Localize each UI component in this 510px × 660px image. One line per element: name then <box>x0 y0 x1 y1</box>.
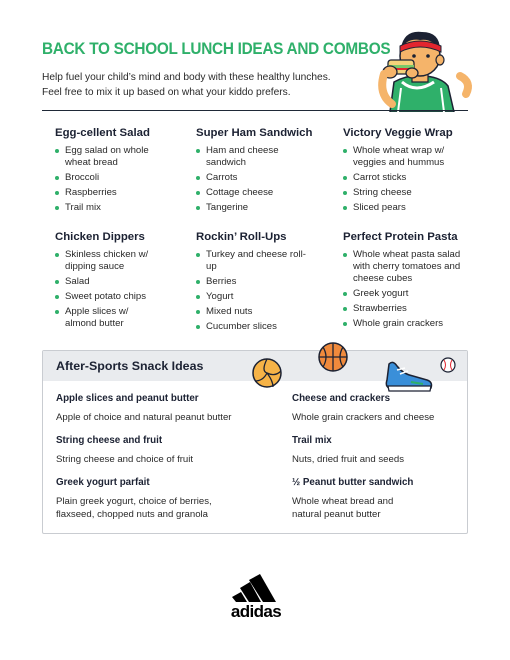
snack-idea <box>56 477 246 521</box>
lunch-item: Tangerine <box>196 202 338 214</box>
lunch-item: Sweet potato chips <box>55 291 197 303</box>
lunch-item: Greek yogurt <box>343 288 485 300</box>
lunch-item: Yogurt <box>196 291 338 303</box>
baseball-icon <box>440 357 456 373</box>
lunch-item: Whole grain crackers <box>343 318 485 330</box>
lunch-item: Salad <box>55 276 197 288</box>
lunch-item: Sliced pears <box>343 202 485 214</box>
snack-idea <box>292 435 482 466</box>
snack-description: Plain greek yogurt, choice of berries, flaxseed, chopped nuts and granola <box>56 496 212 520</box>
lunch-item: Whole wheat pasta salad with cherry tomatoes and cheese cubes <box>343 249 471 285</box>
lunch-items <box>196 249 338 333</box>
snack-description: Whole wheat bread and natural peanut butter <box>292 496 394 520</box>
lunch-title: Victory Veggie Wrap <box>343 127 453 139</box>
lunch-items <box>196 145 338 214</box>
snack-idea <box>56 435 246 466</box>
lunch-item: Mixed nuts <box>196 306 338 318</box>
snack-description: Whole grain crackers and cheese <box>292 412 435 423</box>
lunch-item: Egg salad on whole wheat bread <box>55 145 163 169</box>
basketball-icon <box>317 341 349 373</box>
intro-text <box>42 70 382 100</box>
snack-ideas-heading: After-Sports Snack Ideas <box>56 359 204 373</box>
lunch-item: Carrot sticks <box>343 172 485 184</box>
lunch-item: Cucumber slices <box>196 321 338 333</box>
snack-idea <box>56 393 246 424</box>
lunch-card-super-ham-sandwich <box>196 127 338 217</box>
snack-idea <box>292 477 482 521</box>
lunch-title: Rockin’ Roll-Ups <box>196 231 287 243</box>
snack-description: Apple of choice and natural peanut butter <box>56 412 232 423</box>
lunch-items <box>343 145 485 214</box>
snack-title: Cheese and crackers <box>292 393 391 404</box>
lunch-items <box>55 249 197 330</box>
snack-title: Trail mix <box>292 435 332 446</box>
snack-title: ½ Peanut butter sandwich <box>292 477 414 488</box>
lunch-item: Cottage cheese <box>196 187 338 199</box>
intro-line-1: Help fuel your child’s mind and body with these healthy lunches. <box>42 72 331 83</box>
snack-description: String cheese and choice of fruit <box>56 454 194 465</box>
snack-description: Nuts, dried fruit and seeds <box>292 454 404 465</box>
lunch-card-chicken-dippers <box>55 231 197 333</box>
lunch-title: Perfect Protein Pasta <box>343 231 458 243</box>
lunch-title: Super Ham Sandwich <box>196 127 313 139</box>
header-divider <box>42 110 468 111</box>
kid-eating-sandwich-illustration <box>368 24 476 112</box>
snack-title: String cheese and fruit <box>56 435 163 446</box>
lunch-card-perfect-protein-pasta <box>343 231 485 333</box>
lunch-title: Chicken Dippers <box>55 231 145 243</box>
lunch-item: Whole wheat wrap w/ veggies and hummus <box>343 145 461 169</box>
lunch-item: Skinless chicken w/ dipping sauce <box>55 249 165 273</box>
lunch-items <box>55 145 197 214</box>
intro-line-2: Feel free to mix it up based on what your kiddo prefers. <box>42 87 291 98</box>
lunch-card-victory-veggie-wrap <box>343 127 485 217</box>
lunch-title: Egg-cellent Salad <box>55 127 150 139</box>
adidas-stripes-icon <box>230 572 282 602</box>
lunch-item: String cheese <box>343 187 485 199</box>
lunch-item: Berries <box>196 276 338 288</box>
lunch-items <box>343 249 485 330</box>
lunch-item: Raspberries <box>55 187 197 199</box>
sneaker-icon <box>383 358 435 394</box>
brand-wordmark: adidas <box>230 602 282 621</box>
lunch-card-egg-cellent-salad <box>55 127 197 217</box>
lunch-item: Ham and cheese sandwich <box>196 145 294 169</box>
lunch-item: Carrots <box>196 172 338 184</box>
page-title: BACK TO SCHOOL LUNCH IDEAS AND COMBOS <box>42 40 391 58</box>
lunch-item: Apple slices w/ almond butter <box>55 306 161 330</box>
lunch-item: Turkey and cheese roll-up <box>196 249 306 273</box>
snack-title: Greek yogurt parfait <box>56 477 150 488</box>
snack-idea <box>292 393 482 424</box>
adidas-logo <box>222 572 290 622</box>
lunch-item: Broccoli <box>55 172 197 184</box>
snack-title: Apple slices and peanut butter <box>56 393 199 404</box>
lunch-item: Trail mix <box>55 202 197 214</box>
lunch-item: Strawberries <box>343 303 485 315</box>
volleyball-icon <box>251 357 283 389</box>
lunch-card-rockin-roll-ups <box>196 231 338 336</box>
